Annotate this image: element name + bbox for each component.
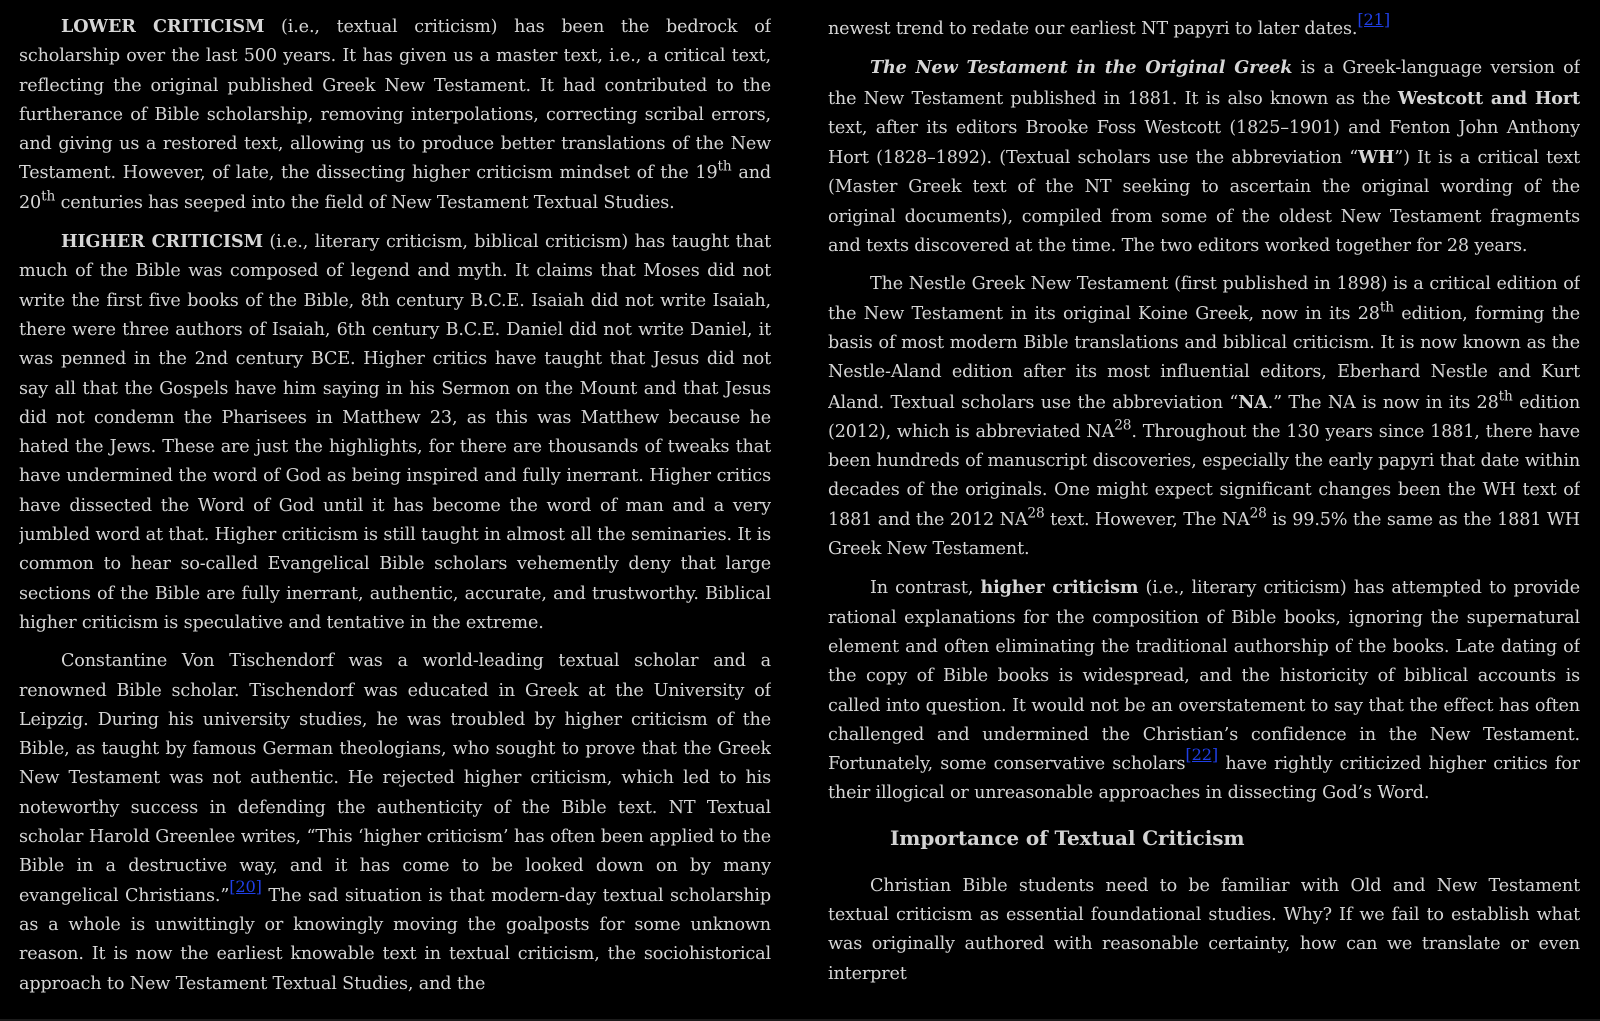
right-page — [828, 0, 1580, 1021]
term-lower-criticism: LOWER CRITICISM — [61, 16, 265, 37]
paragraph-contrast: In contrast, higher criticism (i.e., literary criticism) has attempted to provide rational explanations for the composition of Bible books, ignoring the supernatural element and often eliminating the traditional authorship of the books. Late dating of the copy of Bible books is widespread, and the historicity of biblical accounts is called into question. It would not be an overstatement to say that the effect has often challenged and undermined the Christian’s confidence in the New Testament. Fortunately, some conservative scholars[22] have rightly criticized higher critics for their illogical or unreasonable approaches in dissecting God’s Word. — [828, 577, 1580, 804]
footnote-link-20[interactable]: [20] — [229, 876, 262, 896]
paragraph-lower-criticism: LOWER CRITICISM (i.e., textual criticism) has been the bedrock of scholarship over the last 500 years. It has given us a master text, i.e., a critical text, reflecting the original published Greek New Testament. It had contributed to the furtherance of Bible scholarship, removing interpolations, correcting scribal errors, and giving us a restored text, allowing us to produce better translations of the New Testament. However, of late, the dissecting higher criticism mindset of the 19th and 20th centuries has seeped into the field of New Testament Textual Studies. — [19, 16, 771, 213]
paragraph-continuation: newest trend to redate our earliest NT papyri to later dates.[21] — [828, 10, 1390, 39]
term-higher-criticism: HIGHER CRITICISM — [61, 231, 263, 253]
paragraph-importance: Christian Bible students need to be familiar with Old and New Testament textual criticism as essential foundational studies. Why? If we fail to establish what was originally authored with reasonable certainty, how can we translate or even interpret — [828, 875, 1580, 984]
book-title: The New Testament in the Original Greek — [870, 57, 1293, 79]
footnote-link-21[interactable]: [21] — [1357, 10, 1390, 30]
paragraph-tischendorf: Constantine Von Tischendorf was a world-leading textual scholar and a renowned Bible scholar. Tischendorf was educated in Greek at the University of Leipzig. During his university studies, he was troubled by higher criticism of the Bible, as taught by famous German theologians, who sought to prove that the Greek New Testament was not authentic. He rejected higher criticism, which led to his noteworthy success in defending the authenticity of the Bible text. NT Textual scholar Harold Greenlee writes, “This ‘higher criticism’ has often been applied to the Bible in a destructive way, and it has come to be looked down on by many evangelical Christians.”[20] The sad situation is that modern-day textual scholarship as a whole is unwittingly or knowingly moving the goalposts for some unknown reason. It is now the earliest knowable text in textual criticism, the sociohistorical approach to New Testament Textual Studies, and the — [19, 651, 771, 994]
left-page — [19, 0, 771, 1021]
paragraph-westcott-hort: The New Testament in the Original Greek is a Greek-language version of the New Testament published in 1881. It is also known as the Westcott and Hort text, after its editors Brooke Foss Westcott (1825–1901) and Fenton John Anthony Hort (1828–1892). (Textual scholars use the abbreviation “WH”) It is a critical text (Master Greek text of the NT seeking to ascertain the original wording of the original documents), compiled from some of the oldest New Testament fragments and texts discovered at the time. The two editors worked together for 28 years. — [828, 57, 1580, 257]
footnote-link-22[interactable]: [22] — [1185, 745, 1219, 765]
section-heading: Importance of Textual Criticism — [890, 825, 1245, 850]
paragraph-nestle: The Nestle Greek New Testament (first published in 1898) is a critical edition of the New Testament in its original Koine Greek, now in its 28th edition, forming the basis of most modern Bible translations and biblical criticism. It is now known as the Nestle-Aland edition after its most influential editors, Eberhard Nestle and Kurt Aland. Textual scholars use the abbreviation “NA.” The NA is now in its 28th edition (2012), which is abbreviated NA$^{28}$. Throughout the 130 years since 1881, there have been hundreds of manuscript discoveries, especially the early papyri that date within decades of the originals. One might expect significant changes been the WH text of 1881 and the 2012 NA$^{28}$ text. However, The NA$^{28}$ is 99.5% the same as the 1881 WH Greek New Testament. — [828, 274, 1580, 560]
paragraph-higher-criticism: HIGHER CRITICISM (i.e., literary criticism, biblical criticism) has taught that much of the Bible was composed of legend and myth. It claims that Moses did not write the first five books of the Bible, 8th century B.C.E. Isaiah did not write Isaiah, there were three authors of Isaiah, 6th century B.C.E. Daniel did not write Daniel, it was penned in the 2nd century BCE. Higher critics have taught that Jesus did not say all that the Gospels have him saying in his Sermon on the Mount and that Jesus did not condemn the Pharisees in Matthew 23, as this was Matthew because he hated the Jews. These are just the highlights, for there are thousands of tweaks that have undermined the word of God as being inspired and fully inerrant. Higher critics have dissected the Word of God until it has become the word of man and a very jumbled word at that. Higher criticism is still taught in almost all the seminaries. It is common to hear so-called Evangelical Bible scholars vehemently deny that large sections of the Bible are fully inerrant, authentic, accurate, and trustworthy. Biblical higher criticism is speculative and tentative in the extreme. — [19, 231, 771, 633]
